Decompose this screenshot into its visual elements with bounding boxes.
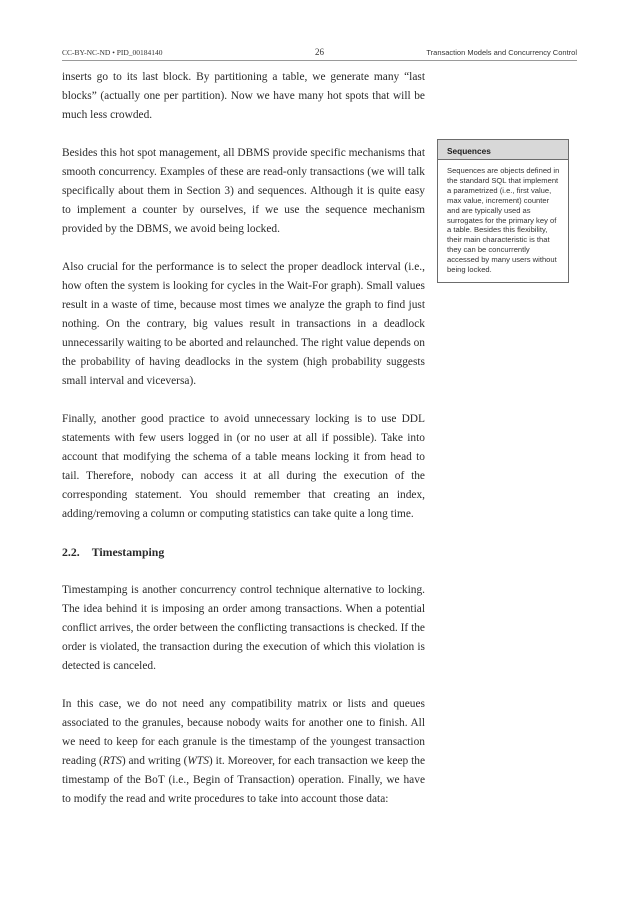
page-header bbox=[62, 46, 577, 61]
sidebar-note bbox=[437, 139, 569, 283]
text-segment: ) and writing ( bbox=[121, 755, 188, 767]
paragraph-timestamping-intro: Timestamping is another concurrency control technique alternative to locking. The idea behind it is imposing an order among transactions. When a potential conflict arrives, the order between the conflicting transactions is checked. If the order is violated, the transaction during the execution of which this violation is detected is canceled. bbox=[62, 584, 425, 672]
section-title: Timestamping bbox=[91, 545, 165, 559]
text-segment: ) it. Moreover, for each transaction we keep the timestamp of the BoT (i.e., Begin of Transaction) operation. Finally, we have to modify the read and write procedures to take into account those data: bbox=[62, 755, 426, 805]
paragraph-ddl-statements: Finally, another good practice to avoid unnecessary locking is to use DDL statements with few users logged in (or no user at all if possible). Take into account that modifying the schema of a table means locking it from head to tail. Therefore, nobody can access it at all during the execution of the corresponding statement. You should remember that creating an index, adding/removing a column or computing statistics can take quite a long time. bbox=[62, 413, 425, 520]
section-number: 2.2. bbox=[62, 545, 80, 559]
sidebar-body: Sequences are objects defined in the standard SQL that implement a parametrized (i.e., first value, max value, increment) counter and are typically used as surrogates for the primary key of a table. Besides this flexibility, their main characteristic is that they can be concurrently accessed by many users without being locked. bbox=[437, 160, 569, 283]
paragraph-hot-spots: inserts go to its last block. By partitioning a table, we generate many “last blocks” (actually one per partition). Now we have many hot spots that will be much less crowded. bbox=[62, 71, 425, 121]
page-number: 26 bbox=[315, 47, 324, 57]
main-text bbox=[62, 68, 425, 828]
wts-term: WTS bbox=[187, 755, 209, 767]
sidebar-title: Sequences bbox=[437, 139, 569, 160]
license-id: CC-BY-NC-ND • PID_00184140 bbox=[62, 48, 163, 57]
section-heading bbox=[62, 543, 425, 562]
rts-term: RTS bbox=[102, 755, 122, 767]
paragraph-concurrency-mechanisms: Besides this hot spot management, all DBMS provide specific mechanisms that smooth concurrency. Examples of these are read-only transactions (we will talk specifically about them in Section 3) and sequences. Although it is quite easy to implement a counter by ourselves, if we use the sequence mechanism provided by the DBMS, we avoid being locked. bbox=[62, 147, 425, 235]
running-title: Transaction Models and Concurrency Control bbox=[426, 48, 577, 57]
paragraph-deadlock-interval: Also crucial for the performance is to select the proper deadlock interval (i.e., how often the system is looking for cycles in the Wait-For graph). Small values result in a waste of time, because most times we analyze the graph to find just nothing. On the contrary, big values result in transactions in a deadlock unnecessarily waiting to be aborted and relaunched. The right value depends on the probability of having deadlocks in the system (high probability suggests small interval and viceversa). bbox=[62, 261, 425, 387]
text-segment: In this case, we do not need any compatibility matrix or lists and queues associated to the granules, because nobody waits for another one to finish. All we need to keep for each granule is the timestamp of the youngest transaction reading ( bbox=[62, 698, 425, 767]
paragraph-timestamp-data bbox=[62, 695, 425, 809]
